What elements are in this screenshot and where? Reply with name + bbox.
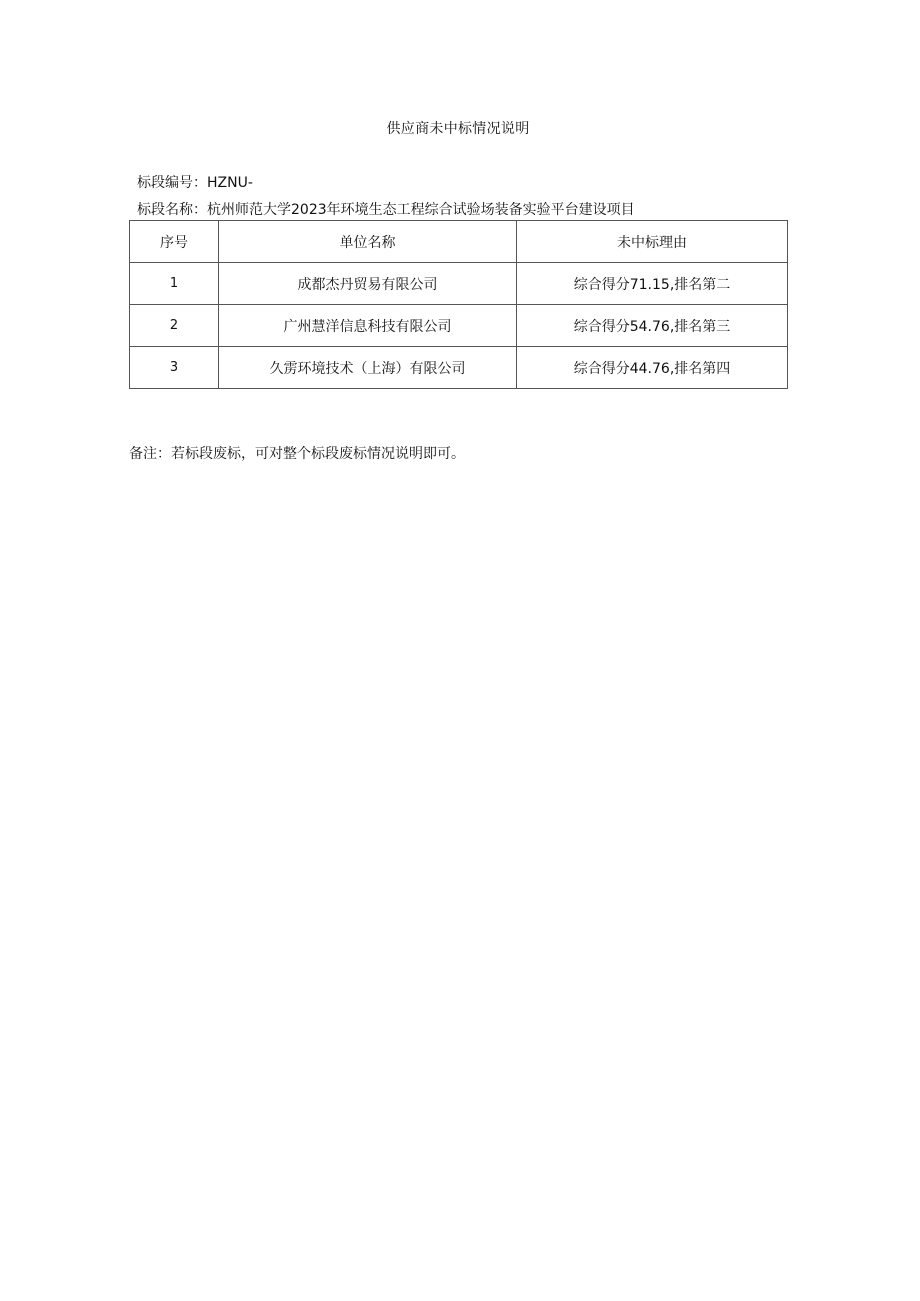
row-unit-name: 成都杰丹贸易有限公司 [219,263,517,305]
row-index: 2 [130,305,219,347]
document-title: 供应商未中标情况说明 [386,121,530,137]
table-row [130,305,788,347]
row-reason: 综合得分54.76,排名第三 [517,305,788,347]
row-reason: 综合得分44.76,排名第四 [517,347,788,389]
row-unit-name: 久雳环境技术（上海）有限公司 [219,347,517,389]
row-index: 3 [130,347,219,389]
unsuccessful-bidders-table [129,220,788,389]
row-index: 1 [130,263,219,305]
table-row [130,347,788,389]
section-code-line [137,172,253,192]
section-name-value: 杭州师范大学2023年环境生态工程综合试验场装备实验平台建设项目 [207,202,635,218]
row-unit-name: 广州慧洋信息科技有限公司 [219,305,517,347]
section-name-label: 标段名称： [137,202,207,218]
header-index: 序号 [130,221,219,263]
section-code-label: 标段编号： [137,175,207,191]
header-unit-name: 单位名称 [219,221,517,263]
header-reason: 未中标理由 [517,221,788,263]
row-reason: 综合得分71.15,排名第二 [517,263,788,305]
section-name-line [137,199,635,219]
table-header-row [130,221,788,263]
remark-note: 备注：若标段废标，可对整个标段废标情况说明即可。 [129,446,465,462]
section-code-value: HZNU- [207,175,253,191]
table-row [130,263,788,305]
